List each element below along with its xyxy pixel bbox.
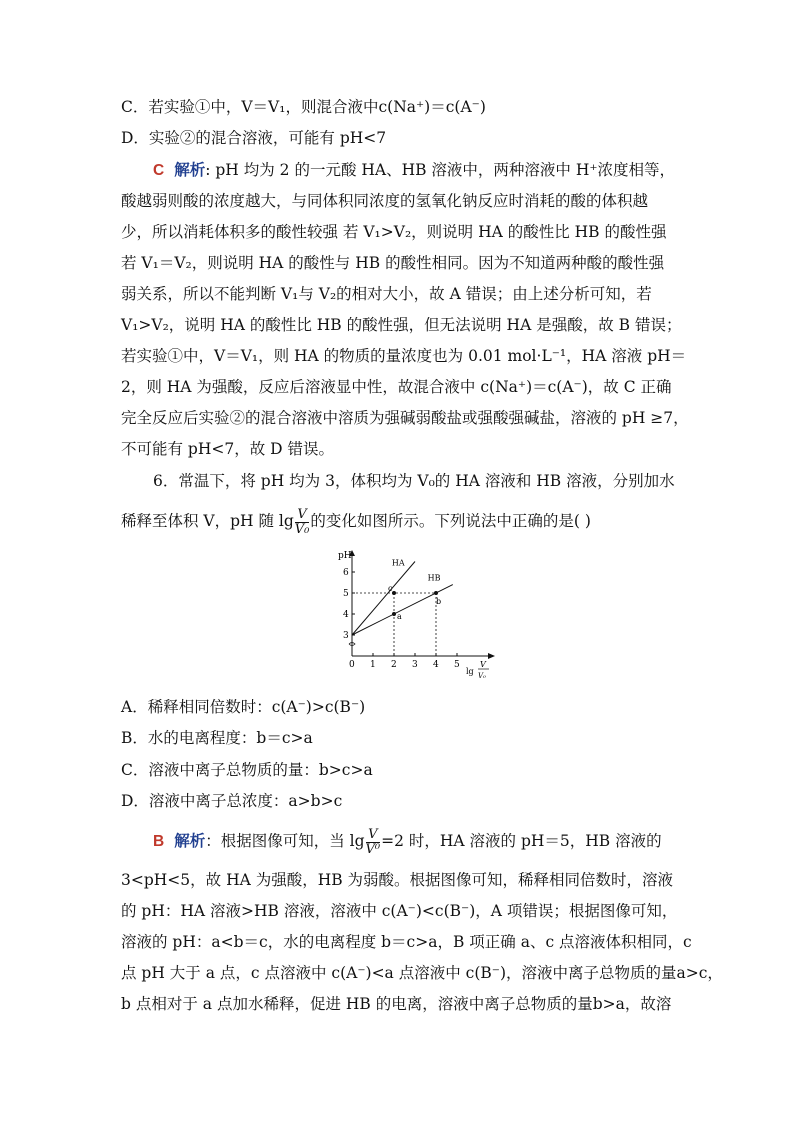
analysis-q5-line-10: 不可能有 pH<7，故 D 错误。 [121, 440, 334, 458]
point-label-c: c [388, 584, 393, 593]
x-tick-label: 5 [454, 660, 460, 670]
analysis-q6-line-2: 3<pH<5，故 HA 为强酸，HB 为弱酸。根据图像可知，稀释相同倍数时，溶液 [121, 871, 674, 889]
point-a [392, 612, 396, 616]
y-axis-label: pH [338, 551, 352, 561]
option-q6-d: D．溶液中离子总浓度：a>b>c [121, 792, 343, 810]
analysis-q6-line-5: 点 pH 大于 a 点，c 点溶液中 c(A⁻)<a 点溶液中 c(B⁻)，溶液中离子总物质的量a>c， [121, 964, 723, 982]
chart-svg [330, 548, 500, 686]
analysis-q5-line-5: 弱关系，所以不能判断 V₁与 V₂的相对大小，故 A 错误；由上述分析可知，若 [121, 285, 652, 303]
x-axis-label-den: V₀ [478, 672, 486, 680]
y-tick-label: 6 [343, 568, 349, 578]
x-axis-label: lg [466, 667, 474, 676]
analysis-q6-line-3: 的 pH：HA 溶液>HB 溶液，溶液中 c(A⁻)<c(B⁻)，A 项错误；根据图像可知， [121, 902, 678, 920]
option-q6-c: C．溶液中离子总物质的量：b>c>a [121, 761, 373, 779]
x-tick-label: 2 [391, 660, 397, 670]
answer-q5: C [153, 162, 165, 179]
option-q6-a: A．稀释相同倍数时：c(A⁻)>c(B⁻) [121, 698, 366, 716]
point-label-a: a [397, 612, 402, 621]
analysis-q5-line-7: 若实验①中，V＝V₁，则 HA 的物质的量浓度也为 0.01 mol·L⁻¹，HA 溶液 pH＝ [121, 347, 687, 365]
point-label-b: b [436, 597, 442, 606]
analysis-q6-line-6: b 点相对于 a 点加水稀释，促进 HB 的电离，溶液中离子总物质的量b>a，故溶 [121, 995, 672, 1013]
analysis-q6-line-4: 溶液的 pH：a<b＝c，水的电离程度 b＝c>a，B 项正确 a、c 点溶液体积相同，c [121, 933, 692, 951]
x-tick-label: 0 [349, 660, 355, 670]
x-axis-label-num: V [480, 660, 486, 669]
y-tick-label: 4 [343, 610, 349, 620]
fraction-v-v0-analysis: $\frac{V}{\text{V⁰}}$ [365, 826, 381, 857]
series-label-ha: HA [391, 558, 405, 568]
analysis-q5-line-2: 酸越弱则酸的浓度越大，与同体积同浓度的氢氧化钠反应时消耗的酸的体积越 [121, 192, 649, 210]
analysis-q5-line-6: V₁>V₂，说明 HA 的酸性比 HB 的酸性强，但无法说明 HA 是强酸，故 B 错误； [121, 316, 682, 334]
y-tick-label: 5 [343, 589, 349, 599]
point-b [434, 591, 438, 595]
question6-stem-2: 稀释至体积 V，pH 随 lg $\frac{V}{\text{V₀}}$ 的变化如图所示。下列说法中正确的是( ) [121, 506, 591, 537]
analysis-tag-q6: 解析 [174, 833, 206, 850]
option-q5-d: D．实验②的混合溶液，可能有 pH<7 [121, 129, 387, 147]
option-q6-b: B．水的电离程度：b＝c>a [121, 729, 313, 747]
question6-stem-1: 6．常温下，将 pH 均为 3，体积均为 V₀的 HA 溶液和 HB 溶液，分别加水 [153, 472, 675, 490]
analysis-q5-line-3: 少，所以消耗体积多的酸性较强 若 V₁>V₂，则说明 HA 的酸性比 HB 的酸性强 [121, 223, 667, 241]
analysis-q5-line-8: 2，则 HA 为强酸，反应后溶液显中性，故混合液中 c(Na⁺)＝c(A⁻)，故 C 正确 [121, 378, 672, 396]
x-tick-label: 3 [412, 660, 418, 670]
series-line-ha [352, 562, 415, 636]
point-c [392, 591, 396, 595]
analysis-tag: 解析 [174, 162, 206, 179]
option-q5-c: C．若实验①中，V＝V₁，则混合液中c(Na⁺)＝c(A⁻) [121, 98, 486, 116]
analysis-q6-line-1: B 解析：根据图像可知，当 lg $\frac{V}{\text{V⁰}}$ =2 时，HA 溶液的 pH＝5，HB 溶液的 [153, 826, 662, 857]
analysis-q5-line-4: 若 V₁＝V₂，则说明 HA 的酸性与 HB 的酸性相同。因为不知道两种酸的酸性强 [121, 254, 665, 272]
analysis-q5-line-1: C 解析: pH 均为 2 的一元酸 HA、HB 溶液中，两种溶液中 H⁺浓度相等， [153, 161, 676, 179]
ph-dilution-chart [330, 548, 500, 686]
answer-q6: B [153, 833, 165, 850]
x-tick-label: 1 [370, 660, 376, 670]
y-tick-label: 3 [343, 631, 349, 641]
series-label-hb: HB [427, 573, 441, 583]
fraction-v-v0: $\frac{V}{\text{V₀}}$ [294, 506, 310, 537]
analysis-q5-line-9: 完全反应后实验②的混合溶液中溶质为强碱弱酸盐或强酸强碱盐，溶液的 pH ≥7， [121, 409, 689, 427]
x-tick-label: 4 [433, 660, 439, 670]
x-axis-arrow [488, 653, 495, 659]
